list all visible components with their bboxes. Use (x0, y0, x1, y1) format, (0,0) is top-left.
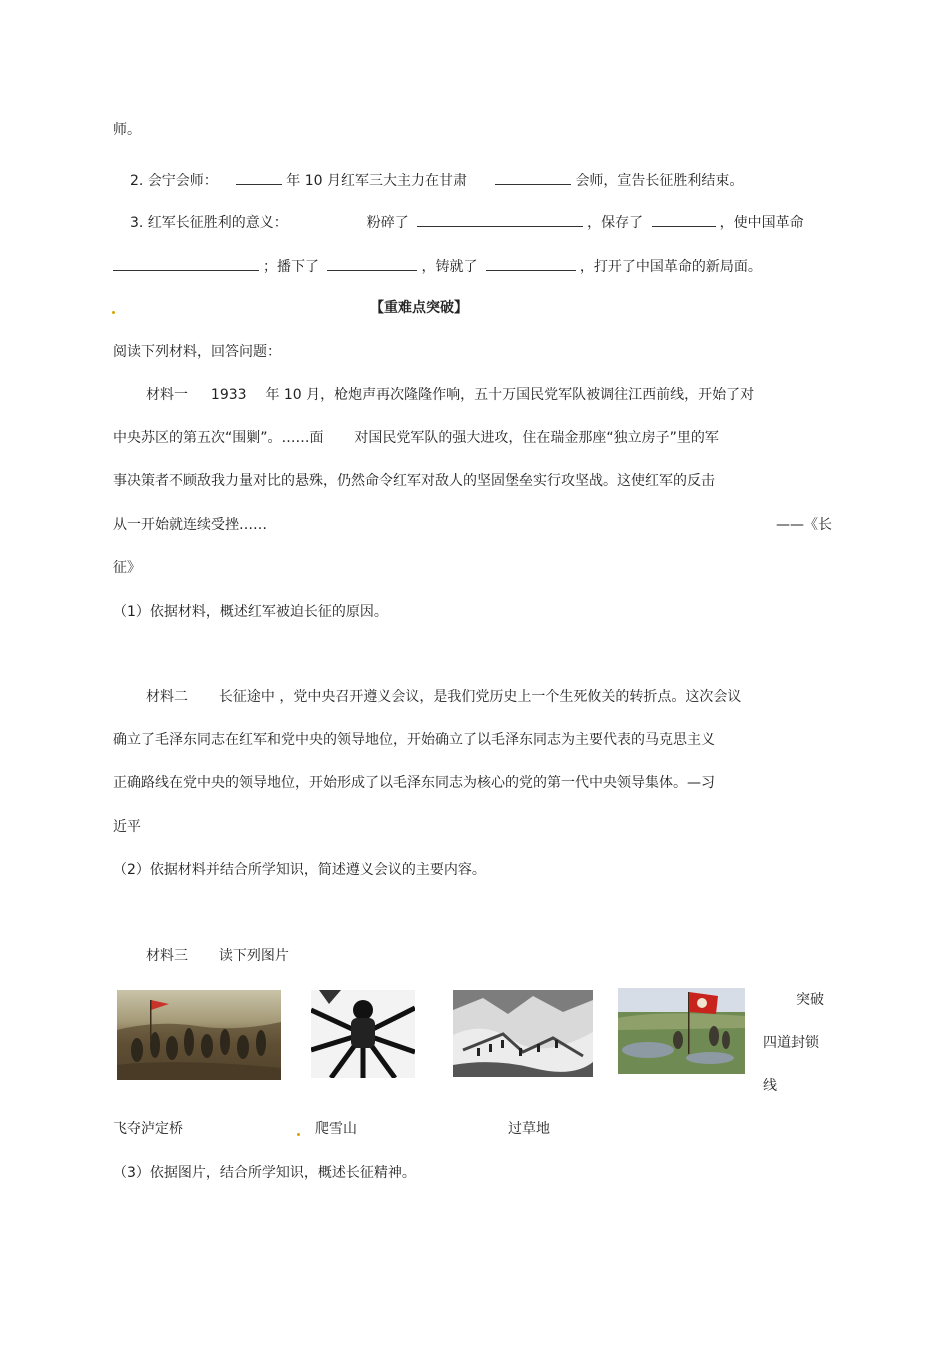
caption-grassland: 过草地 (508, 1121, 550, 1137)
q2-mid: 年 10 月红军三大主力在甘肃 (286, 173, 467, 189)
question-3 (130, 212, 804, 233)
grassland-photo (618, 988, 745, 1074)
caption-breakthrough: 四道封锁 (763, 1035, 819, 1051)
text-line: 师。 (113, 122, 141, 138)
material-2-line-1 (146, 687, 741, 707)
year: 1933 (210, 387, 247, 403)
question-3-cont (113, 256, 762, 277)
question-sub-2: （2）依据材料并结合所学知识，简述遵义会议的主要内容。 (113, 862, 486, 878)
caption-breakthrough: 突破 (796, 992, 824, 1008)
text: 年 10 月，枪炮声再次隆隆作响，五十万国民党军队被调往江西前线，开始了对 (265, 387, 755, 403)
material-1-source-cont: 征》 (113, 560, 141, 576)
question-sub-1: （1）依据材料，概述红军被迫长征的原因。 (113, 604, 388, 620)
material-1-line-3: 事决策者不顾敌我力量对比的悬殊，仍然命令红军对敌人的坚固堡垒实行攻坚战。这使红军的反击 (113, 473, 715, 489)
text: 中央苏区的第五次“围剿”。……面 (113, 430, 324, 446)
blank (327, 256, 417, 271)
material-2-line-3: 正确路线在党中央的领导地位，开始形成了以毛泽东同志为核心的党的第一代中央领导集体。—习 (113, 775, 715, 791)
material-1-line-1 (146, 385, 754, 405)
intro-text: 阅读下列材料，回答问题： (113, 344, 281, 360)
blank (417, 212, 583, 227)
mark-dot (112, 311, 115, 314)
snow-mountain-photo (453, 990, 593, 1077)
q3-p6: ，打开了中国革命的新局面。 (579, 259, 762, 275)
snow-mountain-woodcut (311, 990, 415, 1078)
q3-p1: 粉碎了 (366, 215, 409, 231)
blank (495, 170, 571, 185)
luding-bridge-painting (117, 990, 281, 1080)
material-1-source: ——《长 (776, 517, 832, 533)
material-1-line-2 (113, 428, 719, 448)
text: 长征途中 ，党中央召开遵义会议，是我们党历史上一个生死攸关的转折点。这次会议 (218, 689, 742, 705)
q3-p4: ；播下了 (263, 259, 319, 275)
q2-suffix: 会师，宣告长征胜利结束。 (575, 173, 744, 189)
material-label: 材料一 (146, 387, 188, 403)
blank (652, 212, 716, 227)
material-label: 材料三 (146, 948, 188, 964)
material-2-line-2: 确立了毛泽东同志在红军和党中央的领导地位，开始确立了以毛泽东同志为主要代表的马克思主义 (113, 732, 715, 748)
text: 对国民党军队的强大进攻，住在瑞金那座“独立房子”里的军 (354, 430, 719, 446)
mark-dot (297, 1133, 300, 1136)
material-2-line-4: 近平 (113, 819, 141, 835)
q3-prefix: 3. 红军长征胜利的意义： (130, 215, 288, 231)
text: 读下列图片 (218, 948, 289, 964)
q3-p5: ，铸就了 (421, 259, 478, 275)
blank (486, 256, 576, 271)
material-3-line-1 (146, 946, 289, 966)
question-2 (130, 170, 743, 191)
q3-p2: ，保存了 (587, 215, 644, 231)
q2-prefix: 2. 会宁会师： (130, 173, 218, 189)
material-1-line-4: 从一开始就连续受挫…… (113, 517, 267, 533)
caption-luding: 飞夺泸定桥 (113, 1121, 183, 1137)
q3-p3: ，使中国革命 (719, 215, 804, 231)
question-sub-3: （3）依据图片，结合所学知识，概述长征精神。 (113, 1165, 416, 1181)
material-label: 材料二 (146, 689, 188, 705)
caption-snow-mountain: 爬雪山 (315, 1121, 357, 1137)
blank (236, 170, 282, 185)
section-title: 【重难点突破】 (370, 300, 468, 316)
caption-breakthrough: 线 (763, 1078, 777, 1094)
blank (113, 256, 259, 271)
